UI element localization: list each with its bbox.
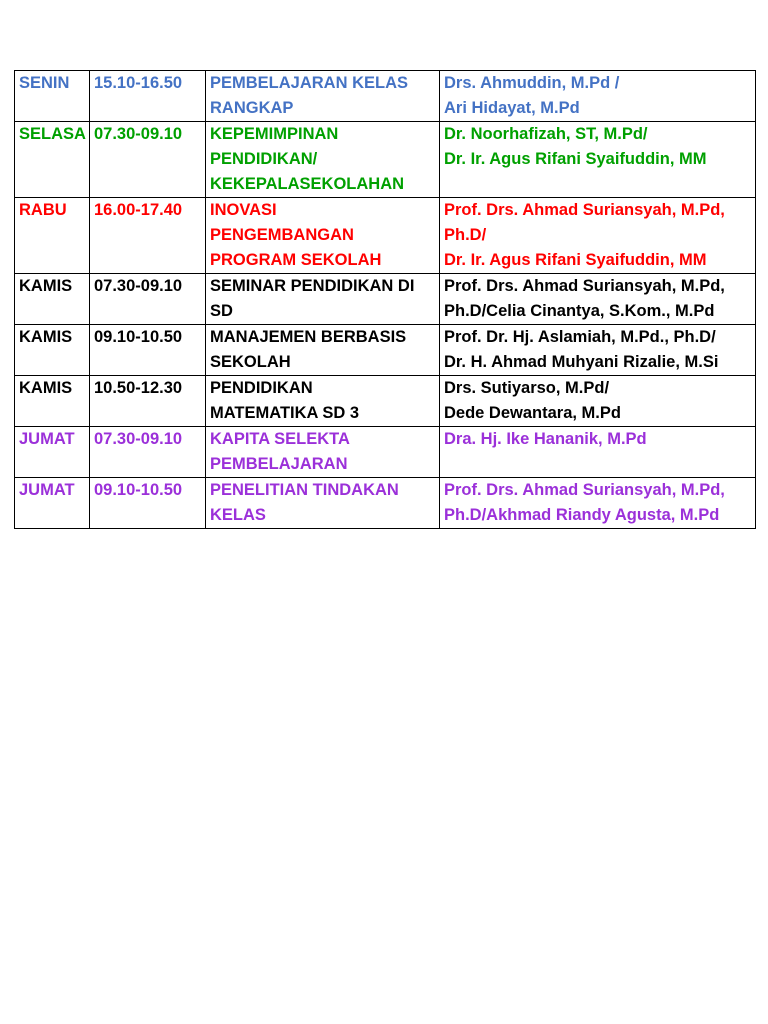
time-cell: 07.30-09.10 [90, 122, 206, 198]
table-row [15, 325, 756, 376]
schedule-body [15, 71, 756, 529]
subject-line: MATEMATIKA SD 3 [210, 404, 360, 422]
subject-line: KEKEPALASEKOLAHAN [210, 175, 405, 193]
lecturer-line: Drs. Sutiyarso, M.Pd/ [444, 379, 610, 397]
lecturer-line: Prof. Dr. Hj. Aslamiah, M.Pd., Ph.D/ [444, 328, 716, 346]
day-cell: KAMIS [15, 325, 90, 376]
time-cell: 16.00-17.40 [90, 198, 206, 274]
day-cell: JUMAT [15, 478, 90, 529]
day-cell: RABU [15, 198, 90, 274]
lecturer-cell [440, 198, 756, 274]
subject-line: PENDIDIKAN [210, 379, 313, 397]
table-row [15, 376, 756, 427]
time-cell: 09.10-10.50 [90, 478, 206, 529]
lecturer-cell [440, 325, 756, 376]
table-row [15, 427, 756, 478]
lecturer-line: Drs. Ahmuddin, M.Pd / [444, 74, 620, 92]
lecturer-cell [440, 71, 756, 122]
subject-cell [206, 198, 440, 274]
lecturer-line: Dr. Noorhafizah, ST, M.Pd/ [444, 125, 648, 143]
lecturer-line: Dr. H. Ahmad Muhyani Rizalie, M.Si [444, 353, 719, 371]
subject-line: RANGKAP [210, 99, 294, 117]
day-cell: KAMIS [15, 274, 90, 325]
subject-line: KAPITA SELEKTA [210, 430, 350, 448]
lecturer-line: Prof. Drs. Ahmad Suriansyah, M.Pd, [444, 201, 725, 219]
subject-line: SEKOLAH [210, 353, 291, 371]
subject-line: SEMINAR PENDIDIKAN DI [210, 277, 415, 295]
subject-cell [206, 427, 440, 478]
day-cell: KAMIS [15, 376, 90, 427]
lecturer-line: Dede Dewantara, M.Pd [444, 404, 621, 422]
lecturer-cell [440, 427, 756, 478]
day-cell: SELASA [15, 122, 90, 198]
day-cell: SENIN [15, 71, 90, 122]
subject-cell [206, 71, 440, 122]
lecturer-cell [440, 122, 756, 198]
subject-line: KEPEMIMPINAN [210, 125, 339, 143]
lecturer-line: Dra. Hj. Ike Hananik, M.Pd [444, 430, 647, 448]
table-row [15, 478, 756, 529]
day-cell: JUMAT [15, 427, 90, 478]
subject-line: PENGEMBANGAN [210, 226, 354, 244]
lecturer-line: Prof. Drs. Ahmad Suriansyah, M.Pd, [444, 277, 725, 295]
subject-line: MANAJEMEN BERBASIS [210, 328, 407, 346]
time-cell: 07.30-09.10 [90, 274, 206, 325]
lecturer-line: Ari Hidayat, M.Pd [444, 99, 580, 117]
subject-cell [206, 478, 440, 529]
subject-cell [206, 325, 440, 376]
lecturer-line: Ph.D/Akhmad Riandy Agusta, M.Pd [444, 506, 720, 524]
time-cell: 15.10-16.50 [90, 71, 206, 122]
lecturer-cell [440, 274, 756, 325]
lecturer-cell [440, 478, 756, 529]
time-cell: 10.50-12.30 [90, 376, 206, 427]
subject-line: PEMBELAJARAN [210, 455, 348, 473]
time-cell: 09.10-10.50 [90, 325, 206, 376]
subject-line: INOVASI [210, 201, 277, 219]
subject-line: PEMBELAJARAN KELAS [210, 74, 409, 92]
subject-line: PROGRAM SEKOLAH [210, 251, 382, 269]
subject-cell [206, 274, 440, 325]
table-row [15, 122, 756, 198]
lecturer-line: Ph.D/Celia Cinantya, S.Kom., M.Pd [444, 302, 715, 320]
table-row [15, 274, 756, 325]
lecturer-cell [440, 376, 756, 427]
lecturer-line: Dr. Ir. Agus Rifani Syaifuddin, MM [444, 251, 707, 269]
lecturer-line: Prof. Drs. Ahmad Suriansyah, M.Pd, [444, 481, 725, 499]
table-row [15, 198, 756, 274]
table-row [15, 71, 756, 122]
subject-line: KELAS [210, 506, 266, 524]
subject-line: PENDIDIKAN/ [210, 150, 318, 168]
subject-line: PENELITIAN TINDAKAN [210, 481, 399, 499]
subject-line: SD [210, 302, 233, 320]
lecturer-line: Dr. Ir. Agus Rifani Syaifuddin, MM [444, 150, 707, 168]
schedule-table [14, 70, 756, 529]
subject-cell [206, 376, 440, 427]
lecturer-line: Ph.D/ [444, 226, 487, 244]
subject-cell [206, 122, 440, 198]
time-cell: 07.30-09.10 [90, 427, 206, 478]
